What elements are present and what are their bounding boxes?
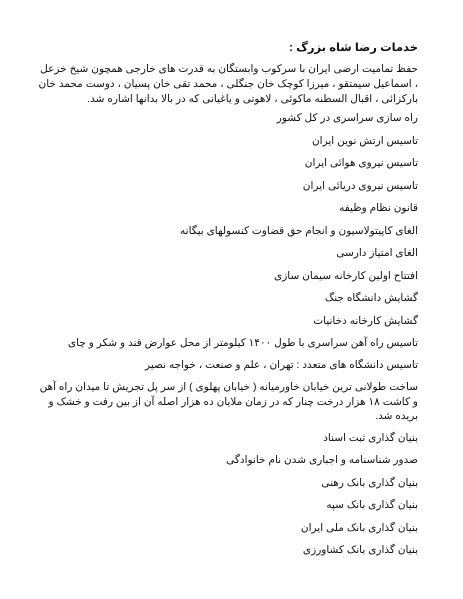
list-item: گشایش کارخانه دخانیات	[313, 314, 418, 327]
list-item: بنیان گذاری بانک رهنی	[321, 476, 418, 489]
list-item: الغای امتیاز دارسی	[336, 247, 418, 259]
list-item: تاسیس نیروی دریائی ایران	[302, 179, 418, 192]
list-item: الغای کاپیتولاسیون و انجام حق قضاوت کنسولهای بیگانه	[180, 224, 418, 237]
list-item: بنیان گذاری بانک ملی ایران	[300, 521, 418, 534]
list-item: گشایش دانشگاه جنگ	[324, 292, 418, 304]
list-item: راه سازی سراسری در کل کشور	[276, 112, 418, 124]
list-item: بنیان گذاری بانک سپه	[326, 499, 418, 511]
list-item: قانون نظام وظیفه	[339, 202, 418, 214]
list-item: تاسیس ارتش نوین ایران	[311, 134, 418, 147]
page-title: خدمات رضا شاه بزرگ :	[289, 42, 418, 54]
services-list	[38, 111, 418, 558]
document-page	[38, 40, 418, 566]
list-item: تاسیس دانشگاه های متعدد : تهران ، علم و صنعت ، خواجه نصیر	[145, 358, 418, 371]
list-item: ساخت طولانی ترین خیابان خاورمیانه ( خیابان پهلوی ) از سر پل تجریش تا میدان راه آهن و کاشت ۱۸ هزار درخت چنار که در زمان ملایان ده هزار اصله آن از بین رفت و خشک و بریده شد.	[39, 381, 418, 422]
intro-paragraph: حفظ تمامیت ارضی ایران با سرکوب وابستگان به قدرت های خارجی همچون شیخ خزعل ، اسماعیل سیمتقو ، میرزا کوچک خان جنگلی ، محمد تقی خان پسیان ، دوست محمد خان بارکزائی ، اقبال السطنه ماکوئی ، لاهوتی و یاغیانی که در بالا بدانها اشاره شد.	[38, 63, 418, 105]
list-item: تاسیس راه آهن سراسری با طول ۱۴۰۰ کیلومتر از محل عوارض قند و شکر و چای	[67, 337, 418, 349]
list-item: صدور شناسنامه و اجباری شدن نام خانوادگی	[226, 454, 418, 466]
list-item: تاسیس نیروی هوائی ایران	[304, 157, 418, 169]
list-item: بنیان گذاری بانک کشاورزی	[302, 544, 418, 556]
list-item: افتتاح اولین کارخانه سیمان سازی	[273, 269, 418, 282]
list-item: بنیان گذاری ثبت اسناد	[323, 431, 418, 444]
